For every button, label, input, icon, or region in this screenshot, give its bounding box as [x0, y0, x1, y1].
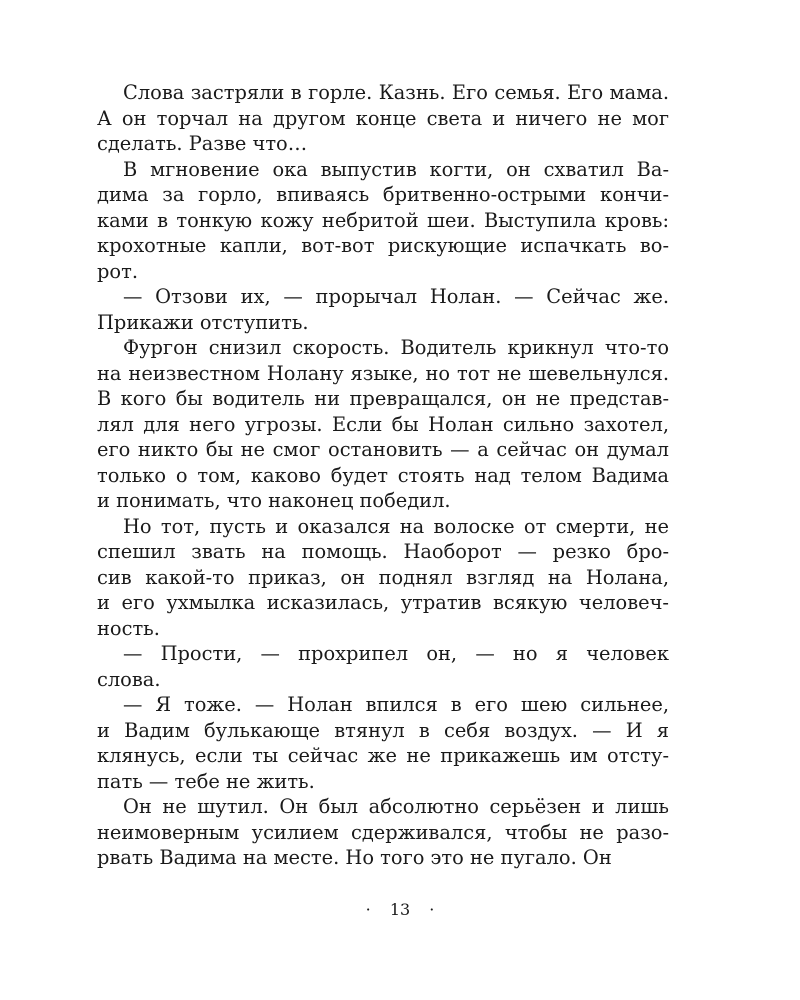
text-line: Слова застряли в горле. Казнь. Его семья. Его мама.: [123, 81, 669, 104]
text-line: пать — тебе не жить.: [97, 769, 315, 793]
text-line: сделать. Разве что…: [97, 132, 308, 155]
text-line: клянусь, если ты сейчас же не прикажешь им отсту-: [97, 744, 669, 767]
text-line: спешил звать на помощь. Наоборот — резко бро-: [97, 540, 669, 563]
text-line: крохотные капли, вот-вот рискующие испачкать во-: [97, 234, 669, 257]
text-line: — Я тоже. — Нолан впился в его шею сильнее,: [123, 693, 669, 716]
folio-left-ornament: ·: [365, 900, 371, 919]
text-line: сив какой-то приказ, он поднял взгляд на Нолана,: [97, 565, 669, 589]
text-line: В кого бы водитель ни превращался, он не представ-: [97, 387, 669, 410]
text-line: и Вадим булькающе втянул в себя воздух. — И я: [97, 718, 669, 742]
paragraph: [97, 157, 669, 285]
page-footer: [0, 900, 800, 920]
paragraph: [97, 794, 669, 871]
paragraph: [97, 80, 669, 157]
text-line: ность.: [97, 616, 160, 640]
paragraph: [97, 335, 669, 514]
text-line: — Прости, — прохрипел он, — но я человек: [123, 642, 669, 665]
text-line: лял для него угрозы. Если бы Нолан сильно захотел,: [97, 412, 669, 436]
text-line: его никто бы не смог остановить — а сейчас он думал: [97, 438, 669, 461]
paragraph: [97, 514, 669, 642]
text-line: рот.: [97, 259, 138, 283]
paragraph: [97, 641, 669, 692]
text-line: на неизвестном Нолану языке, но тот не шевельнулся.: [97, 361, 669, 385]
text-line: Он не шутил. Он был абсолютно серьёзен и лишь: [123, 795, 669, 818]
text-line: рвать Вадима на месте. Но того это не пугало. Он: [97, 846, 612, 869]
text-line: — Отзови их, — прорычал Нолан. — Сейчас же.: [123, 285, 669, 308]
text-line: Прикажи отступить.: [97, 310, 309, 334]
body-text: [97, 80, 669, 871]
text-line: и понимать, что наконец победил.: [97, 489, 451, 512]
paragraph: [97, 284, 669, 335]
text-line: слова.: [97, 667, 161, 691]
text-line: В мгновение ока выпустив когти, он схватил Ва-: [123, 157, 669, 181]
page-number: 13: [389, 900, 411, 919]
text-line: ками в тонкую кожу небритой шеи. Выступила кровь:: [97, 208, 669, 232]
text-line: Фургон снизил скорость. Водитель крикнул что-то: [123, 336, 669, 359]
text-line: неимоверным усилием сдерживался, чтобы не разо-: [97, 820, 669, 844]
text-line: дима за горло, впиваясь бритвенно-острыми кончи-: [97, 183, 669, 206]
folio-right-ornament: ·: [429, 900, 435, 919]
paragraph: [97, 692, 669, 794]
text-line: только о том, каково будет стоять над телом Вадима: [97, 463, 669, 487]
text-line: Но тот, пусть и оказался на волоске от смерти, не: [123, 514, 669, 538]
text-line: и его ухмылка исказилась, утратив всякую человеч-: [97, 591, 669, 614]
text-line: А он торчал на другом конце света и ничего не мог: [97, 106, 669, 130]
